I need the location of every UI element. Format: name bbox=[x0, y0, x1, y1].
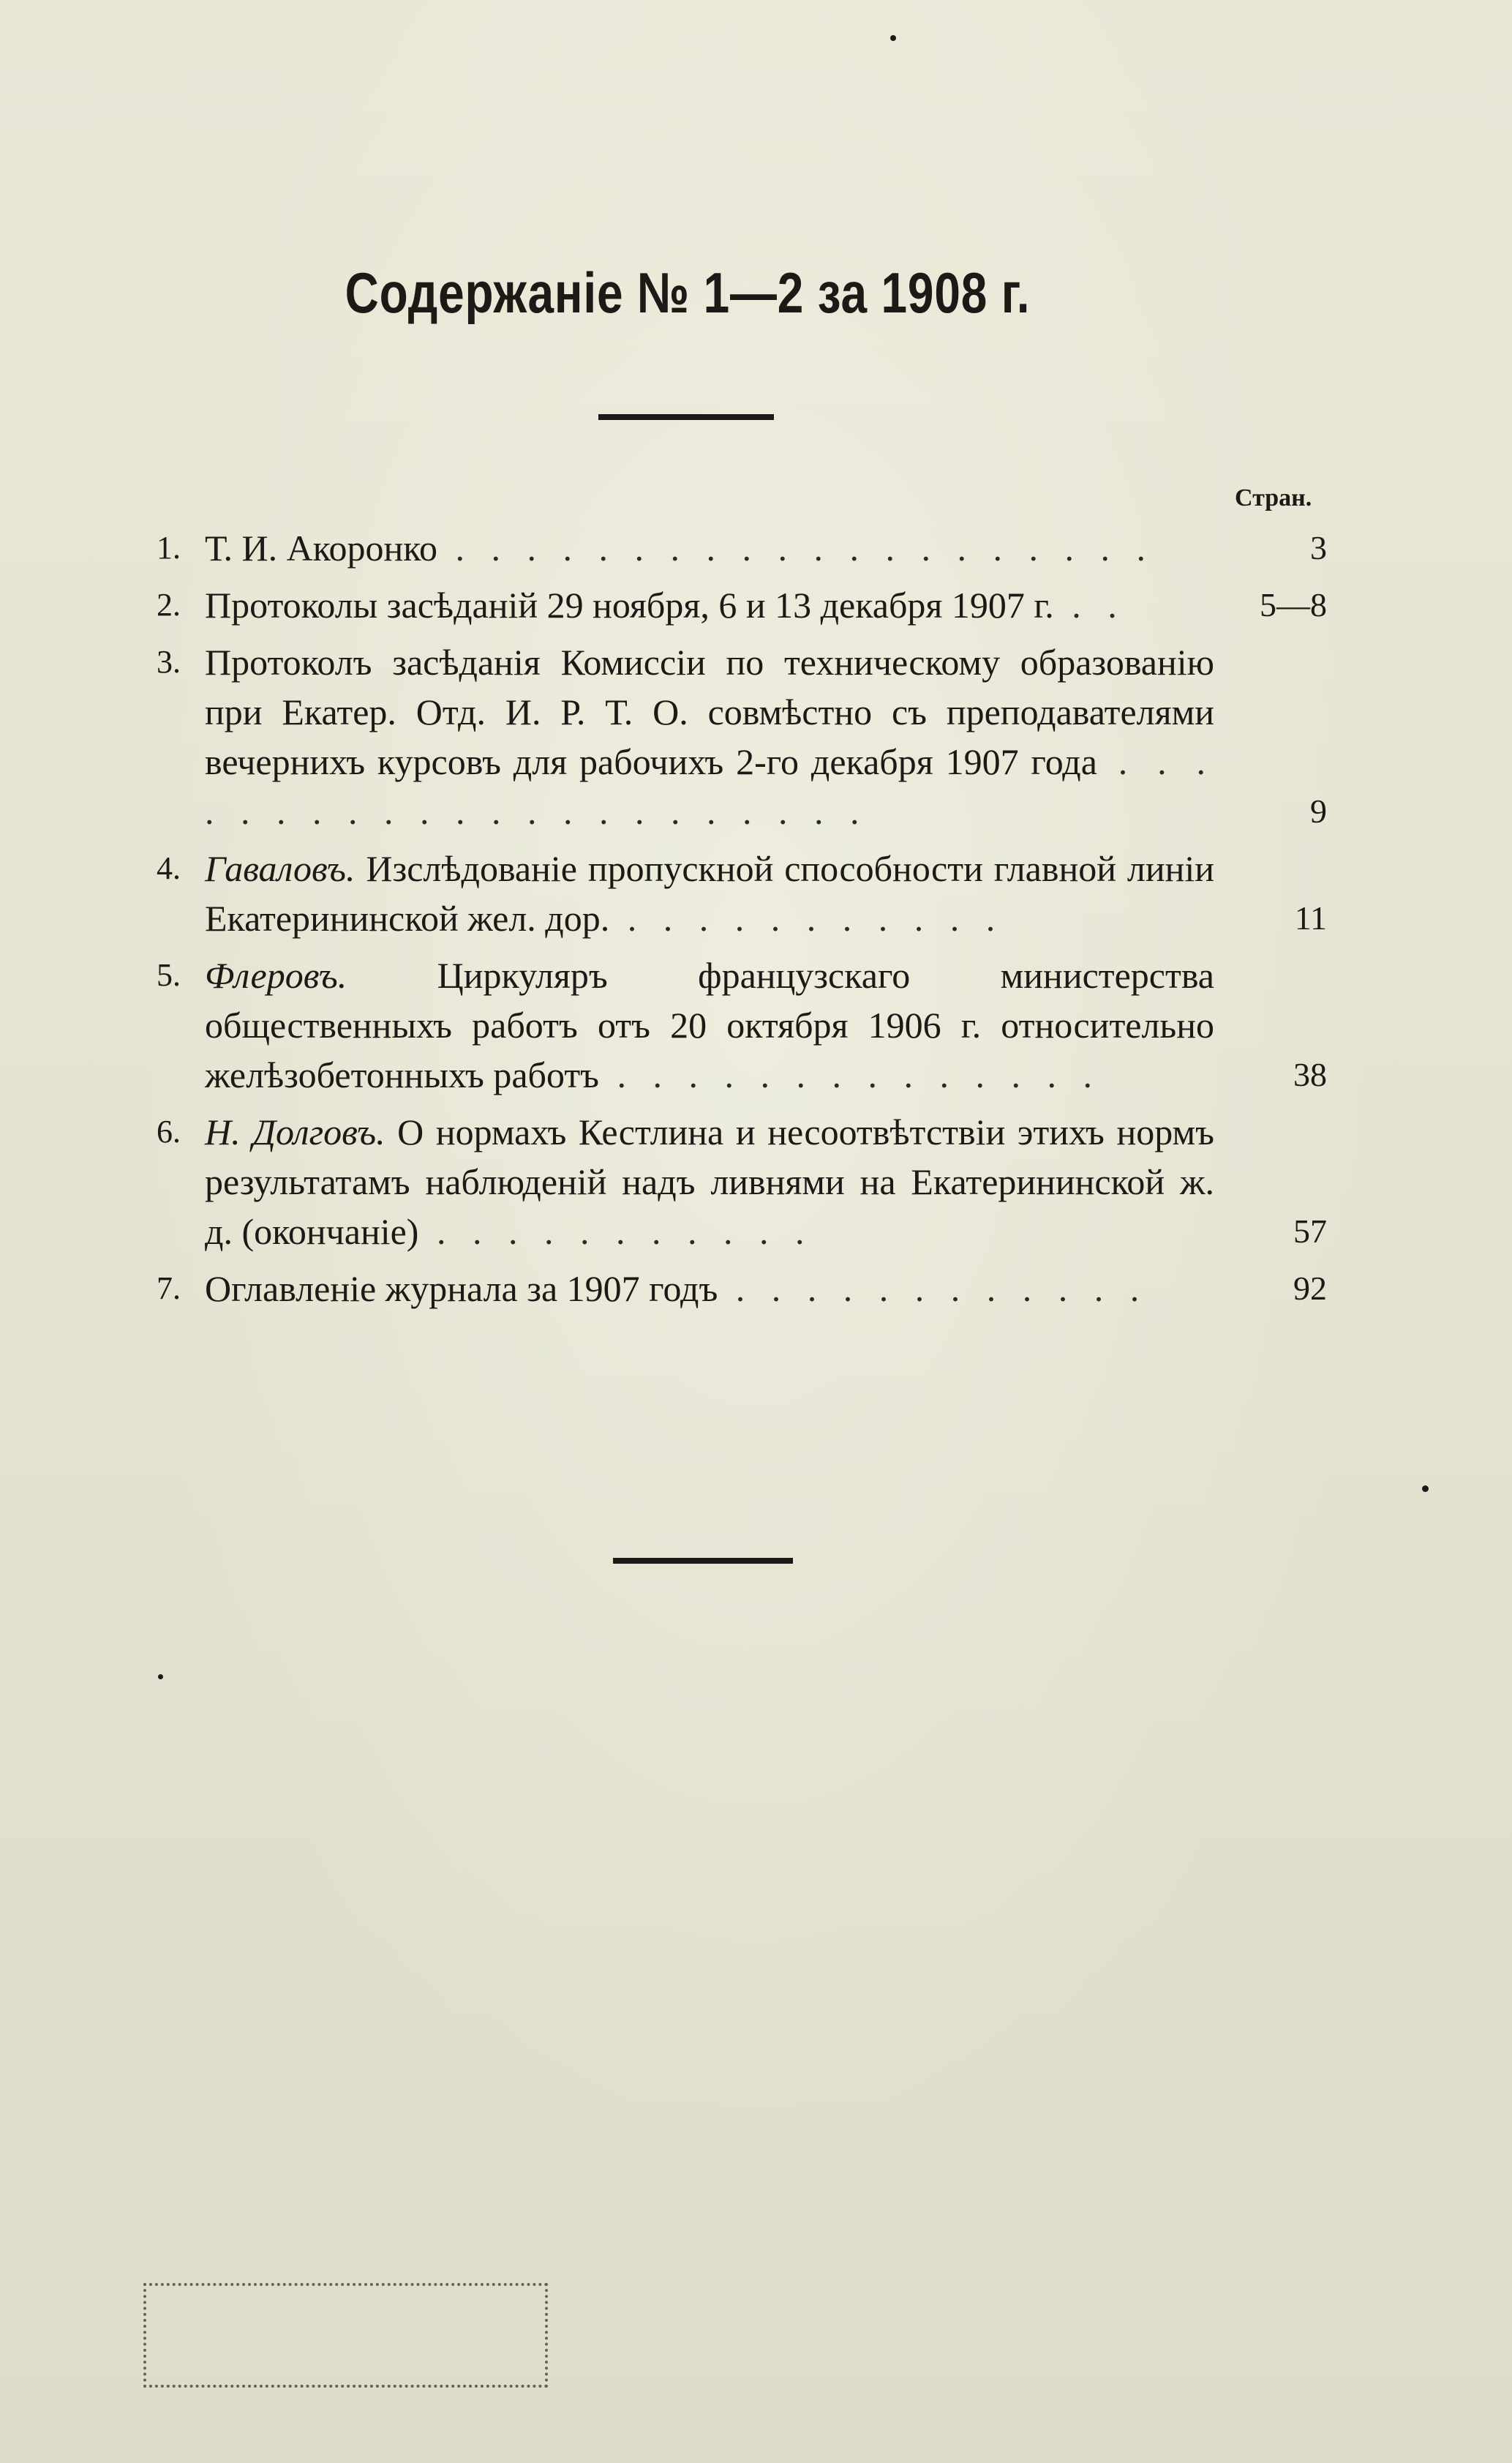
entry-author: Н. Долговъ. bbox=[205, 1111, 385, 1152]
entry-number: 7. bbox=[157, 1270, 181, 1306]
entry-page: 5—8 bbox=[1260, 586, 1327, 623]
toc-entry bbox=[157, 1264, 1327, 1313]
entry-page: 57 bbox=[1293, 1212, 1327, 1250]
title-rule bbox=[598, 414, 774, 420]
entry-title: Т. И. Акоронко bbox=[205, 528, 438, 569]
entry-number: 5. bbox=[157, 957, 181, 993]
entry-title: Изслѣдованіе пропускной способности главной линіи Екатерининской жел. дор. bbox=[205, 848, 1214, 939]
dot-leader: . . . . . . . . . . . . bbox=[718, 1268, 1148, 1309]
entry-title: Циркуляръ французскаго министерства общественныхъ работъ отъ 20 октября 1906 г. относительно желѣзобетонныхъ работъ bbox=[205, 955, 1214, 1095]
entry-author: Флеровъ. bbox=[205, 955, 347, 996]
entry-text bbox=[205, 951, 1214, 1100]
paper-speck bbox=[158, 1674, 163, 1679]
entry-text bbox=[205, 1107, 1214, 1256]
dot-leader: . . . . . . . . . . . bbox=[609, 898, 1004, 939]
entry-number: 3. bbox=[157, 644, 181, 680]
toc-entry bbox=[157, 637, 1327, 836]
paper-speck bbox=[890, 35, 896, 41]
entry-page: 3 bbox=[1310, 529, 1327, 566]
entry-title: Протоколъ засѣданія Комиссіи по техническому образованію при Екатер. Отд. И. Р. Т. О. совмѣстно съ преподавателями вечернихъ курсовъ для рабочихъ 2-го декабря 1907 года bbox=[205, 642, 1214, 782]
toc-entry bbox=[157, 844, 1327, 943]
dot-leader: . . . . . . . . . . . . . . . . . . . . . . bbox=[205, 741, 1214, 832]
entry-number: 4. bbox=[157, 850, 181, 886]
entry-number: 2. bbox=[157, 587, 181, 623]
entry-title: Оглавленіе журнала за 1907 годъ bbox=[205, 1268, 718, 1309]
entry-title: О нормахъ Кестлина и несоотвѣтствіи этихъ нормъ результатамъ наблюденій надъ ливнями на Екатерининской ж. д. (окончаніе) bbox=[205, 1111, 1214, 1252]
entry-title: Протоколы засѣданій 29 ноября, 6 и 13 декабря 1907 г. bbox=[205, 585, 1054, 626]
entry-page: 9 bbox=[1310, 792, 1327, 830]
toc-entry bbox=[157, 951, 1327, 1100]
dot-leader: . . . . . . . . . . . . . . bbox=[599, 1054, 1102, 1095]
dot-leader: . . . . . . . . . . . . . . . . . . . . bbox=[437, 528, 1155, 569]
toc-entry bbox=[157, 1107, 1327, 1256]
dot-leader: . . . . . . . . . . . bbox=[418, 1211, 813, 1252]
entry-number: 6. bbox=[157, 1114, 181, 1150]
entry-author: Гаваловъ. bbox=[205, 848, 356, 889]
table-of-contents bbox=[157, 523, 1327, 1321]
entry-number: 1. bbox=[157, 530, 181, 566]
entry-text bbox=[205, 580, 1280, 630]
library-stamp-outline bbox=[143, 2283, 548, 2388]
entry-text bbox=[205, 844, 1214, 943]
toc-entry bbox=[157, 523, 1327, 573]
page-title: Содержаніе № 1—2 за 1908 г. bbox=[345, 260, 1031, 325]
entry-text bbox=[205, 637, 1214, 836]
entry-page: 92 bbox=[1293, 1270, 1327, 1307]
entry-text bbox=[205, 1264, 1214, 1313]
dot-leader: . . bbox=[1053, 585, 1126, 626]
toc-entry bbox=[157, 580, 1327, 630]
closing-rule bbox=[613, 1558, 793, 1564]
entry-page: 11 bbox=[1294, 899, 1327, 937]
page-column-header: Стран. bbox=[1235, 484, 1312, 511]
entry-text bbox=[205, 523, 1280, 573]
entry-page: 38 bbox=[1293, 1056, 1327, 1093]
paper-speck bbox=[1422, 1485, 1429, 1492]
